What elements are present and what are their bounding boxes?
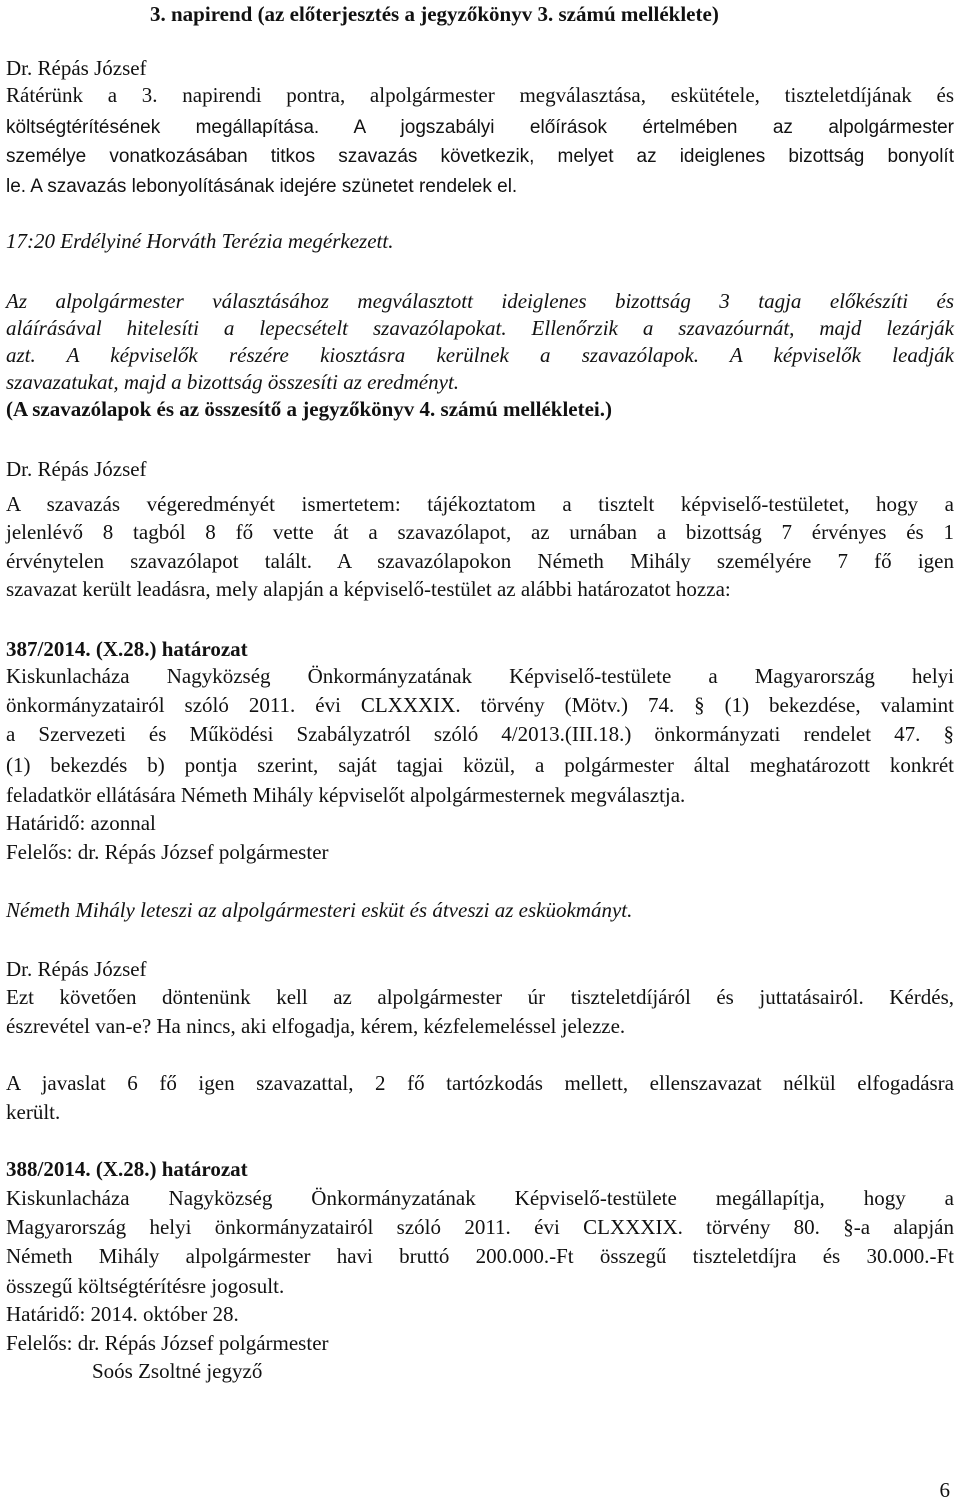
text-line: Rátérünk a 3. napirendi pontra, alpolgármester megválasztása, eskütétele, tiszteletdíjának és — [6, 83, 954, 107]
text-line: feladatkör ellátására Németh Mihály képviselőt alpolgármesternek megválasztja. — [6, 783, 686, 807]
text-line: le. A szavazás lebonyolításának idejére szünetet rendelek el. — [6, 176, 518, 197]
text-line: azt. A képviselők részére kiosztásra kerülnek a szavazólapok. A képviselők leadják — [6, 343, 954, 367]
text-line: 17:20 Erdélyiné Horváth Terézia megérkezett. — [6, 229, 394, 253]
text-line: Dr. Répás József — [6, 957, 147, 981]
text-line: szavazat került leadásra, mely alapján a képviselő-testület az alábbi határozatot hozza: — [6, 577, 731, 601]
text-line: összegű költségtérítésre jogosult. — [6, 1274, 285, 1298]
text-line: Magyarország helyi önkormányzatairól szóló 2011. évi CLXXXIX. törvény 80. §-a alapján — [6, 1215, 954, 1239]
text-line: 387/2014. (X.28.) határozat — [6, 637, 248, 661]
text-line: Dr. Répás József — [6, 56, 147, 80]
text-line: Felelős: dr. Répás József polgármester — [6, 840, 329, 864]
text-line: Dr. Répás József — [6, 457, 147, 481]
text-line: a Szervezeti és Működési Szabályzatról szóló 4/2013.(III.18.) önkormányzati rendelet 47. § — [6, 722, 954, 746]
text-line: Felelős: dr. Répás József polgármester — [6, 1331, 329, 1355]
text-line: aláírásával hitelesíti a lepecsételt szavazólapokat. Ellenőrzik a szavazóurnát, majd lezárják — [6, 316, 954, 340]
text-line: Ezt követően döntenünk kell az alpolgármester úr tiszteletdíjáról és juttatásairól. Kérdés, — [6, 985, 954, 1009]
text-line: Határidő: 2014. október 28. — [6, 1302, 239, 1326]
text-line: Határidő: azonnal — [6, 811, 156, 835]
text-line: Soós Zsoltné jegyző — [92, 1359, 263, 1383]
text-line: személye vonatkozásában titkos szavazás következik, melyet az ideiglenes bizottság bonyolít — [6, 146, 954, 167]
text-line: (A szavazólapok és az összesítő a jegyzőkönyv 4. számú mellékletei.) — [6, 397, 612, 421]
agenda-heading: 3. napirend (az előterjesztés a jegyzőkönyv 3. számú melléklete) — [150, 2, 719, 26]
text-line: Kiskunlacháza Nagyközség Önkormányzatának Képviselő-testülete megállapítja, hogy a — [6, 1186, 954, 1210]
text-line: jelenlévő 8 tagból 8 fő vette át a szavazólapot, az urnában a bizottság 7 érvényes és 1 — [6, 520, 954, 544]
text-line: A javaslat 6 fő igen szavazattal, 2 fő tartózkodás mellett, ellenszavazat nélkül elfogadásra — [6, 1071, 954, 1095]
text-line: (1) bekezdés b) pontja szerint, saját tagjai közül, a polgármester által meghatározott konkrét — [6, 753, 954, 777]
text-line: Németh Mihály alpolgármester havi bruttó 200.000.-Ft összegű tiszteletdíjra és 30.000.-Ft — [6, 1244, 954, 1268]
text-line: Kiskunlacháza Nagyközség Önkormányzatának Képviselő-testülete a Magyarország helyi — [6, 664, 954, 688]
text-line: érvénytelen szavazólapot talált. A szavazólapokon Németh Mihály személyére 7 fő igen — [6, 549, 954, 573]
text-line: költségtérítésének megállapítása. A jogszabályi előírások értelmében az alpolgármester — [6, 117, 954, 138]
text-line: került. — [6, 1100, 61, 1124]
text-line: észrevétel van-e? Ha nincs, aki elfogadja, kérem, kézfelemeléssel jelezze. — [6, 1014, 626, 1038]
text-line: önkormányzatairól szóló 2011. évi CLXXXIX. törvény (Mötv.) 74. § (1) bekezdése, valamint — [6, 693, 954, 717]
text-line: szavazatukat, majd a bizottság összesíti az eredményt. — [6, 370, 460, 394]
text-line: Az alpolgármester választásához megválasztott ideiglenes bizottság 3 tagja előkészíti és — [6, 289, 954, 313]
page-number: 6 — [939, 1478, 950, 1502]
text-line: 388/2014. (X.28.) határozat — [6, 1157, 248, 1181]
text-line: Németh Mihály leteszi az alpolgármesteri esküt és átveszi az esküokmányt. — [6, 898, 633, 922]
text-line: A szavazás végeredményét ismertetem: tájékoztatom a tisztelt képviselő-testületet, hogy a — [6, 492, 954, 516]
